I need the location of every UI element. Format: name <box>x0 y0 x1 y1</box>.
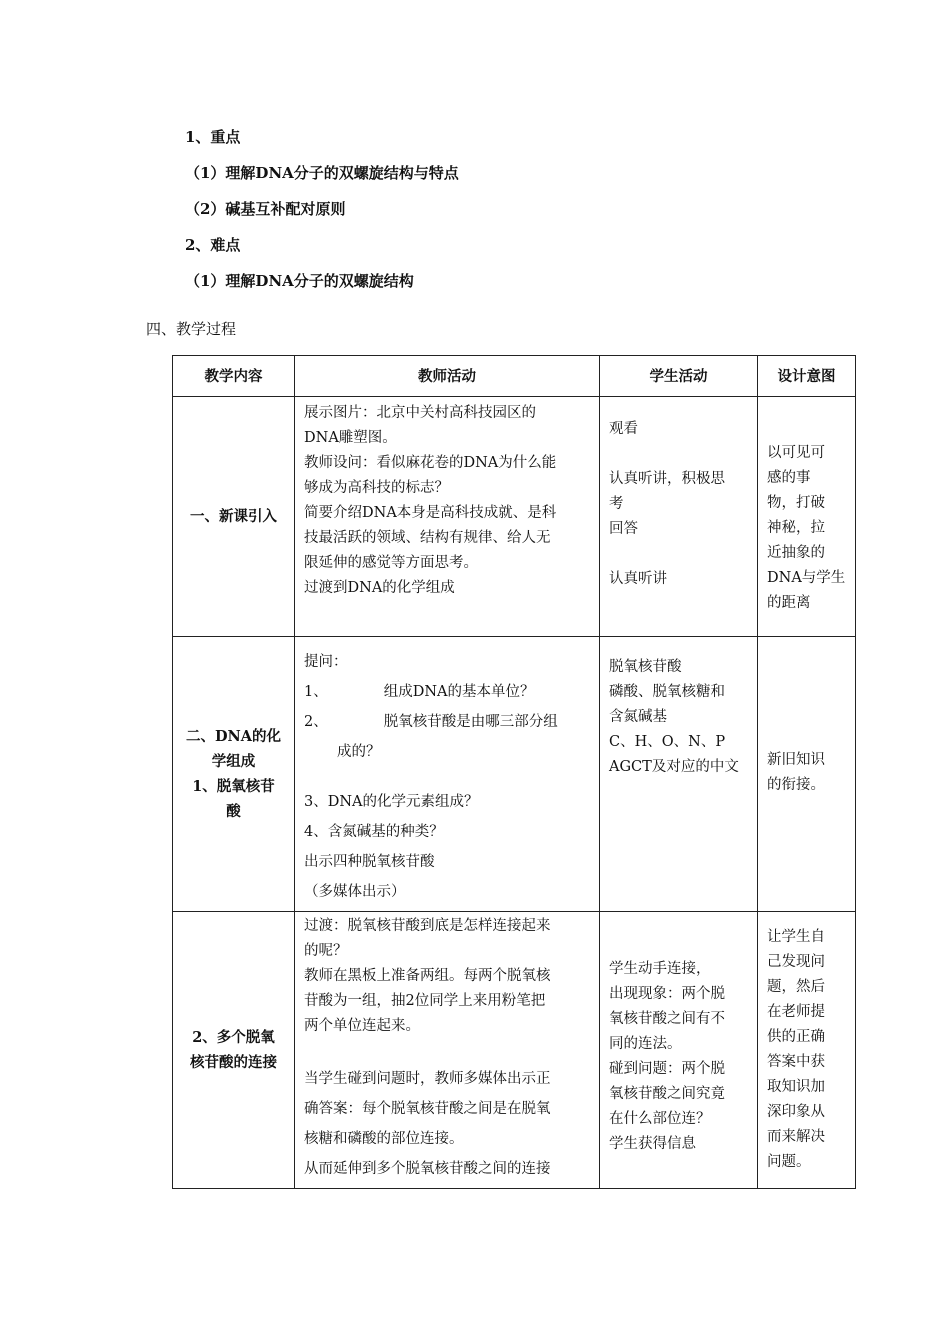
text-line: C、H、O、N、P <box>609 734 726 750</box>
text-line: 的距离 <box>767 595 811 611</box>
text-line: 题，然后 <box>767 979 825 995</box>
text-line: 学组成 <box>211 753 256 770</box>
text-line: 二、DNA的化 <box>185 728 282 745</box>
text-line: 出示四种脱氧核苷酸 <box>304 854 435 870</box>
text-line: 认真听讲，积极思 <box>609 471 725 487</box>
text-line: 物，打破 <box>767 495 825 511</box>
section-title: 四、教学过程 <box>146 320 237 338</box>
text-line: 感的事 <box>767 470 811 486</box>
text-line: 含氮碱基 <box>609 709 667 725</box>
text-line: 教师设问：看似麻花卷的DNA为什么能 <box>304 455 557 471</box>
header-student: 学生活动 <box>600 356 758 397</box>
text-line: 深印象从 <box>767 1104 825 1120</box>
text-line: 3、DNA的化学元素组成？ <box>304 794 479 810</box>
text-line: 够成为高科技的标志？ <box>304 480 449 496</box>
key-point-item-2: （2）碱基互补配对原则 <box>185 200 346 218</box>
text-line: 学生获得信息 <box>609 1136 696 1152</box>
row1-student <box>600 397 758 637</box>
row1-teacher <box>295 397 600 637</box>
key-point-item-1: （1）理解DNA分子的双螺旋结构与特点 <box>185 164 459 182</box>
question-number: 1、 <box>304 684 328 700</box>
text-line: DNA与学生 <box>767 570 846 586</box>
table-row <box>173 637 856 912</box>
text-line: 简要介绍DNA本身是高科技成就、是科 <box>304 505 557 521</box>
row2-content <box>173 637 295 912</box>
row3-student <box>600 912 758 1189</box>
text-line: 展示图片：北京中关村高科技园区的 <box>304 405 536 421</box>
text-line: 核苷酸的连接 <box>190 1054 277 1071</box>
text-line: 而来解决 <box>767 1129 825 1145</box>
text-line: 的呢？ <box>304 943 348 959</box>
text-line: （多媒体出示） <box>304 884 406 900</box>
row3-teacher <box>295 912 600 1189</box>
text-line: 取知识加 <box>767 1079 825 1095</box>
text-line: 观看 <box>609 421 638 437</box>
row1-intent <box>758 397 856 637</box>
key-point-item-3: （1）理解DNA分子的双螺旋结构 <box>185 272 414 290</box>
question-text: 组成DNA的基本单位？ <box>383 684 535 700</box>
text-line: 2、多个脱氧 <box>192 1029 275 1046</box>
text-line: 磷酸、脱氧核糖和 <box>609 684 725 700</box>
text-line: 考 <box>609 496 624 512</box>
header-content: 教学内容 <box>173 356 295 397</box>
question-1 <box>304 677 591 707</box>
text-line: 在老师提 <box>767 1004 825 1020</box>
text-line: 两个单位连起来。 <box>304 1018 420 1034</box>
text-line: 问题。 <box>767 1154 811 1170</box>
text-line: 脱氧核苷酸 <box>609 659 682 675</box>
text-line: 当学生碰到问题时，教师多媒体出示正 <box>304 1071 551 1087</box>
question-2 <box>304 707 591 737</box>
text-line: 同的连法。 <box>609 1036 682 1052</box>
table-header-row <box>173 356 856 397</box>
text-line: 以可见可 <box>767 445 825 461</box>
row2-teacher <box>295 637 600 912</box>
text-line: 的衔接。 <box>767 777 825 793</box>
text-line: 成的？ <box>337 744 381 760</box>
text-line: 回答 <box>609 521 638 537</box>
text-line: 学生动手连接， <box>609 961 711 977</box>
text-line: 教师在黑板上准备两组。每两个脱氧核 <box>304 968 551 984</box>
text-line: 提问： <box>304 654 348 670</box>
text-line: 4、含氮碱基的种类？ <box>304 824 444 840</box>
text-line: 技最活跃的领域、结构有规律、给人无 <box>304 530 551 546</box>
text-line: 出现现象：两个脱 <box>609 986 725 1002</box>
row2-student <box>600 637 758 912</box>
text-line: 供的正确 <box>767 1029 825 1045</box>
text-line: 新旧知识 <box>767 752 825 768</box>
row3-intent <box>758 912 856 1189</box>
text-line: AGCT及对应的中文 <box>609 759 739 775</box>
text-line: 确答案：每个脱氧核苷酸之间是在脱氧 <box>304 1101 551 1117</box>
table-row <box>173 397 856 637</box>
text-line: 从而延伸到多个脱氧核苷酸之间的连接 <box>304 1161 551 1177</box>
question-text: 脱氧核苷酸是由哪三部分组 <box>383 714 558 730</box>
header-teacher: 教师活动 <box>295 356 600 397</box>
text-line: 让学生自 <box>767 929 825 945</box>
question-number: 2、 <box>304 714 328 730</box>
text-line: 碰到问题：两个脱 <box>609 1061 725 1077</box>
text-line: 限延伸的感觉等方面思考。 <box>304 555 478 571</box>
text-line: 过渡：脱氧核苷酸到底是怎样连接起来 <box>304 918 551 934</box>
text-line: 在什么部位连？ <box>609 1111 711 1127</box>
row2-intent <box>758 637 856 912</box>
text-line: 苷酸为一组，抽2位同学上来用粉笔把 <box>304 993 546 1009</box>
key-point-heading-2: 2、难点 <box>185 236 241 254</box>
text-line: 认真听讲 <box>609 571 667 587</box>
row3-content <box>173 912 295 1189</box>
text-line: 1、脱氧核苷 <box>192 778 275 795</box>
text-line: 答案中获 <box>767 1054 825 1070</box>
text-line: 酸 <box>226 803 241 820</box>
text-line: 氧核苷酸之间究竟 <box>609 1086 725 1102</box>
text-line: 过渡到DNA的化学组成 <box>304 580 455 596</box>
teaching-process-table <box>172 355 856 1189</box>
table-row <box>173 912 856 1189</box>
text-line: 己发现问 <box>767 954 825 970</box>
text-line: 氧核苷酸之间有不 <box>609 1011 725 1027</box>
text-line: 核糖和磷酸的部位连接。 <box>304 1131 464 1147</box>
header-intent: 设计意图 <box>758 356 856 397</box>
text-line: 近抽象的 <box>767 545 825 561</box>
text-line: DNA雕塑图。 <box>304 430 397 446</box>
key-point-heading-1: 1、重点 <box>185 128 241 146</box>
text-line: 神秘，拉 <box>767 520 825 536</box>
row1-content: 一、新课引入 <box>173 397 295 637</box>
